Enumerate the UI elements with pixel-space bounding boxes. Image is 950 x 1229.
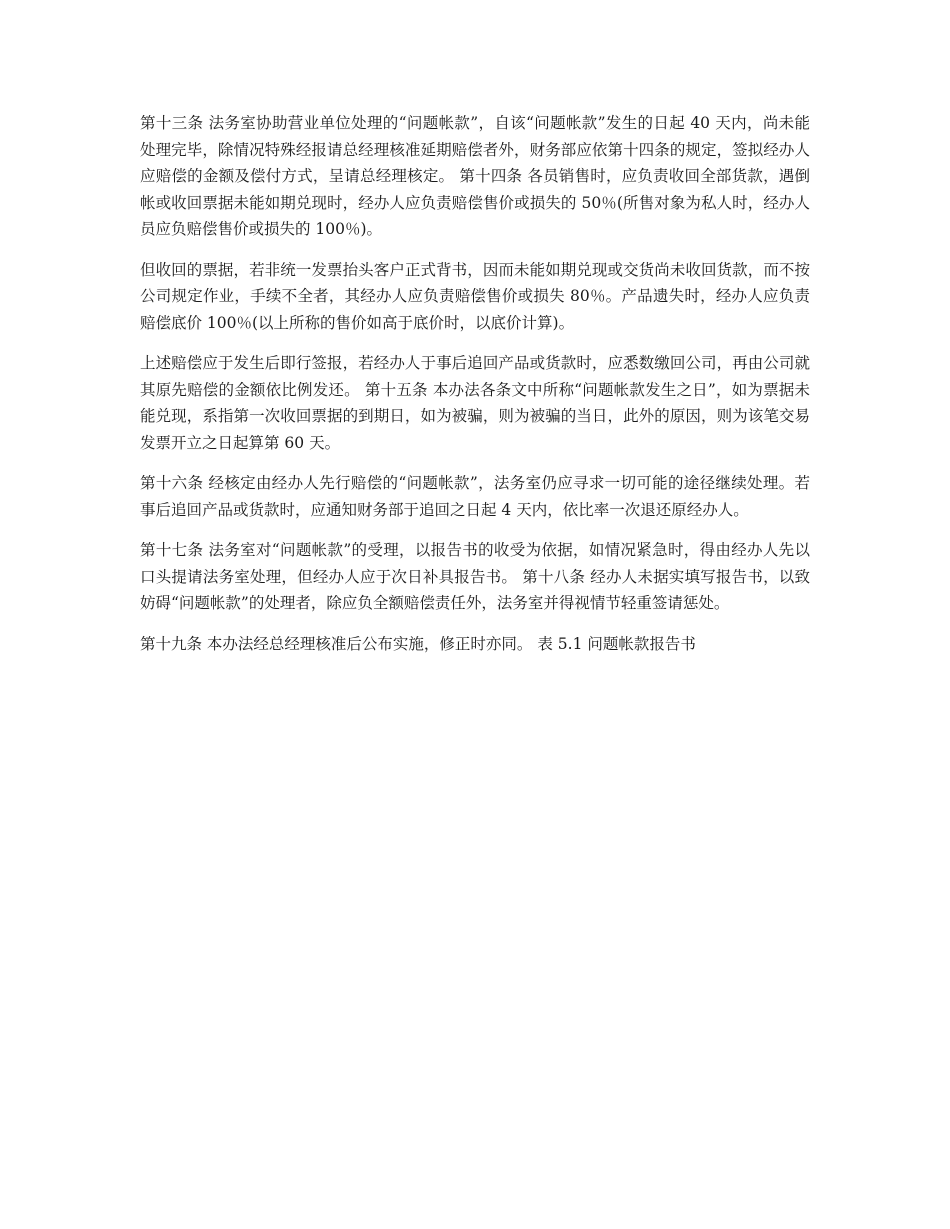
document-body [140, 110, 810, 671]
paragraph-article-17-18: 第十七条 法务室对“问题帐款”的受理，以报告书的收受为依据，如情况紧急时，得由经办人先以口头提请法务室处理，但经办人应于次日补具报告书。 第十八条 经办人未据实填写报告书，以致妨碍“问题帐款”的处理者，除应负全额赔偿责任外，法务室并得视情节轻重签请惩处。 [140, 541, 810, 612]
paragraph-article-15: 上述赔偿应于发生后即行签报，若经办人于事后追回产品或货款时，应悉数缴回公司，再由公司就其原先赔偿的金额依比例发还。 第十五条 本办法各条文中所称“问题帐款发生之日”，如为票据未能兑现，系指第一次收回票据的到期日，如为被骗，则为被骗的当日，此外的原因，则为该笔交易发票开立之日起算第 60 天。 [140, 354, 810, 452]
paragraph-bill-endorsement: 但收回的票据，若非统一发票抬头客户正式背书，因而未能如期兑现或交货尚未收回货款，而不按公司规定作业，手续不全者，其经办人应负责赔偿售价或损失 80％。产品遗失时，经办人应负责赔偿底价 100％(以上所称的售价如高于底价时，以底价计算)。 [140, 260, 810, 332]
paragraph-article-16: 第十六条 经核定由经办人先行赔偿的“问题帐款”，法务室仍应寻求一切可能的途径继续处理。若事后追回产品或货款时，应通知财务部于追回之日起 4 天内，依比率一次退还原经办人。 [140, 474, 810, 519]
paragraph-article-13-14: 第十三条 法务室协助营业单位处理的“问题帐款”，自该“问题帐款”发生的日起 40 天内，尚未能处理完毕，除情况特殊经报请总经理核准延期赔偿者外，财务部应依第十四条的规定，签拟经办人应赔偿的金额及偿付方式，呈请总经理核定。 第十四条 各员销售时，应负责收回全部货款，遇倒帐或收回票据未能如期兑现时，经办人应负责赔偿售价或损失的 50％(所售对象为私人时，经办人员应负赔偿售价或损失的 100％)。 [140, 114, 810, 238]
paragraph-article-19: 第十九条 本办法经总经理核准后公布实施，修正时亦同。 表 5.1 问题帐款报告书 [140, 634, 696, 653]
